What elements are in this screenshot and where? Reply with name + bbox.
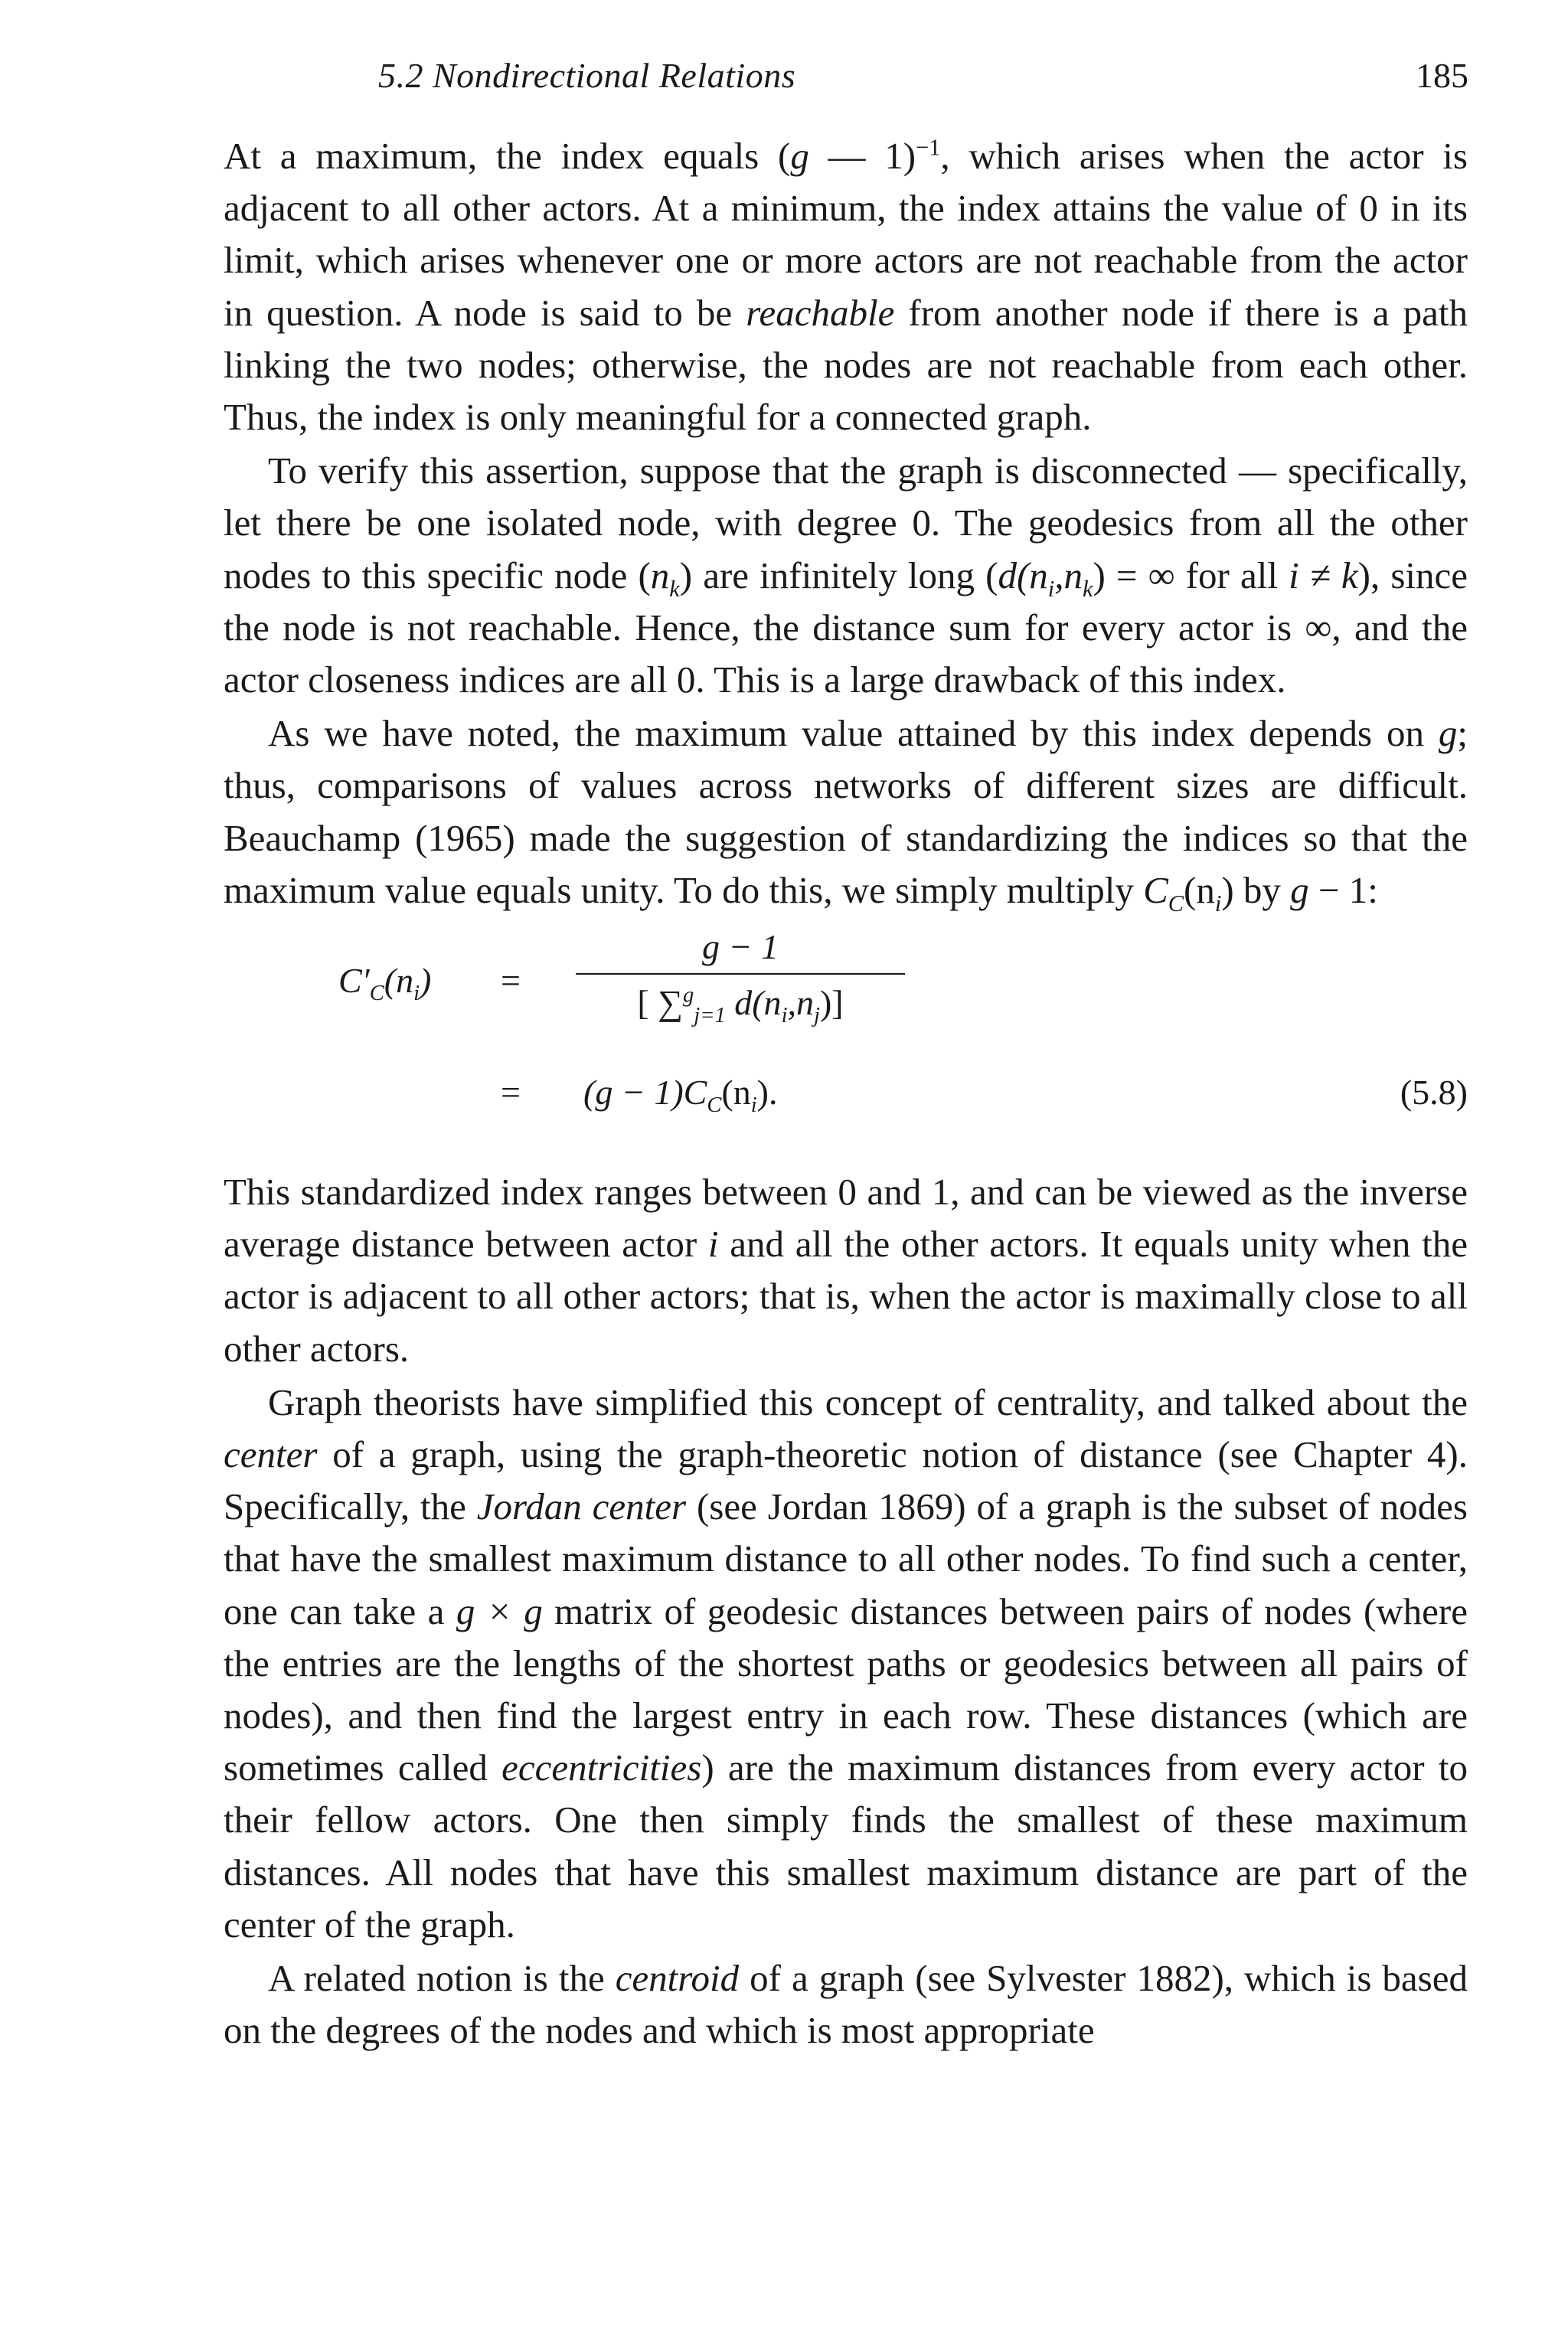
paragraph-6: A related notion is the centroid of a graph (see Sylvester 1882), which is based on the degrees of the nodes and which is most appropriate <box>224 1957 1468 2052</box>
page-number: 185 <box>1416 56 1468 95</box>
paragraph-1: At a maximum, the index equals (g — 1)$^{-1}$, which arises when the actor is adjacent to all other actors. At a minimum, the index attains the value of 0 in its limit, which arises whenever one or more actors are not reachable from the actor in question. A node is said to be reachable from another node if there is a path linking the two nodes; otherwise, the nodes are not reachable from each other. Thus, the index is only meaningful for a connected graph. <box>224 134 1468 439</box>
term-eccentricities: eccentricities <box>501 1746 702 1789</box>
equals-sign-2: = <box>501 1073 521 1112</box>
equals-sign: = <box>501 961 521 1001</box>
paragraph-2: To verify this assertion, suppose that the graph is disconnected — specifically, let there be one isolated node, with degree 0. The geodesics from all the other nodes to this specific node $(n_k)$ are infinitely long ($d(n_i,n_k)$ = ∞ for all i ≠ k), since the node is not reachable. Hence, the distance sum for every actor is ∞, and the actor closeness indices are all 0. This is a large drawback of this index. <box>224 449 1468 701</box>
fraction-denominator: [ ∑$^g_{j=1}$ $d(n_i,n_j)$] <box>637 983 844 1028</box>
equation-rhs-2: $(g - 1)C_C(n_i)$. <box>583 1073 778 1118</box>
paragraph-4: This standardized index ranges between 0 and 1, and can be viewed as the inverse average distance between actor i and all the other actors. It equals unity when the actor is adjacent to all other actors; that is, when the actor is maximally close to all other actors. <box>224 1171 1468 1370</box>
equation-5-8 <box>224 924 1468 1166</box>
running-head: 5.2 Nondirectional Relations <box>378 56 796 95</box>
term-centroid: centroid <box>615 1957 740 2000</box>
equation-lhs: $C'_C(n_i)$ <box>338 961 432 1006</box>
paragraph-3: As we have noted, the maximum value attained by this index depends on g; thus, comparisons of values across networks of different sizes are difficult. Beauchamp (1965) made the suggestion of standardizing the indices so that the maximum value equals unity. To do this, we simply multiply $C_C(n_i)$ by g − 1: <box>224 712 1468 916</box>
equation-number: (5.8) <box>1400 1073 1468 1112</box>
term-center: center <box>224 1433 318 1476</box>
fraction-numerator: g − 1 <box>701 927 779 967</box>
term-reachable: reachable <box>746 291 895 334</box>
paragraph-5: Graph theorists have simplified this concept of centrality, and talked about the center of a graph, using the graph-theoretic notion of distance (see Chapter 4). Specifically, the Jordan center (see Jordan 1869) of a graph is the subset of nodes that have the smallest maximum distance to all other nodes. To find such a center, one can take a g × g matrix of geodesic distances between pairs of nodes (where the entries are the lengths of the shortest paths or geodesics between all pairs of nodes), and then find the largest entry in each row. These distances (which are sometimes called eccentricities) are the maximum distances from every actor to their fellow actors. One then simply finds the smallest of these maximum distances. All nodes that have this smallest maximum distance are part of the center of the graph. <box>224 1380 1468 1946</box>
fraction-bar <box>576 973 905 975</box>
term-jordan-center: Jordan center <box>476 1485 687 1528</box>
equation-fraction <box>576 924 905 1027</box>
body-text <box>224 130 1468 2057</box>
